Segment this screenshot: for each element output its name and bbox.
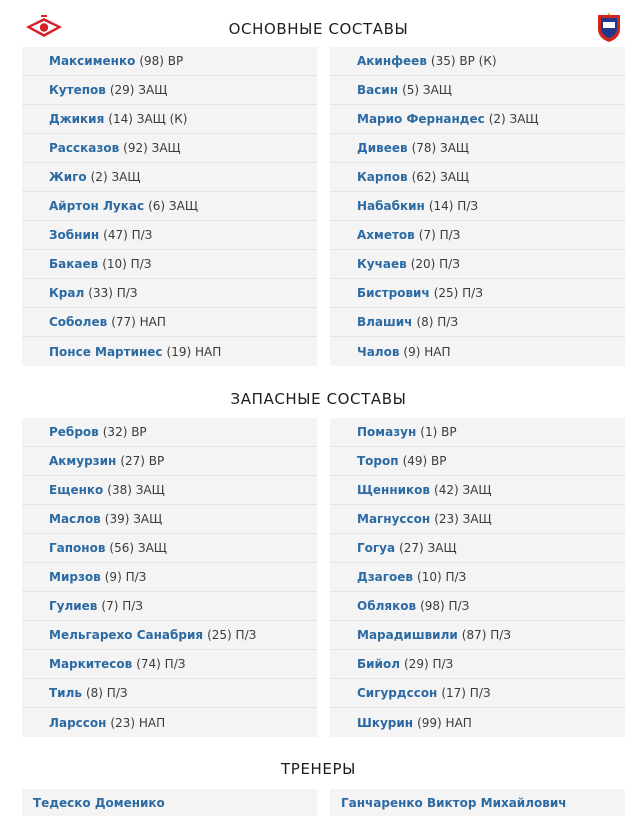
player-row[interactable] <box>330 534 625 563</box>
away-subs-lineup <box>330 418 625 737</box>
player-info: (6) ЗАЩ <box>148 199 198 213</box>
player-name[interactable]: Понсе Мартинес <box>49 344 163 359</box>
player-name[interactable]: Ребров <box>49 425 99 439</box>
player-row[interactable] <box>22 534 317 563</box>
player-row[interactable] <box>330 447 625 476</box>
player-info: (39) ЗАЩ <box>104 512 163 526</box>
player-row[interactable] <box>330 476 625 505</box>
player-info: (20) П/З <box>410 257 460 271</box>
coaches-title: ТРЕНЕРЫ <box>281 760 356 778</box>
home-coach[interactable] <box>22 789 317 816</box>
player-name[interactable]: Маркитесов <box>49 657 133 671</box>
player-row[interactable] <box>22 47 317 76</box>
home-subs-lineup <box>22 418 317 737</box>
player-info: (8) П/З <box>85 686 128 700</box>
player-row[interactable] <box>330 563 625 592</box>
player-name[interactable]: Бийол <box>357 657 400 671</box>
player-name[interactable]: Бистрович <box>357 286 430 300</box>
player-name[interactable]: Гапонов <box>49 541 106 555</box>
player-row[interactable] <box>22 308 317 337</box>
player-name[interactable]: Ларссон <box>49 715 107 730</box>
player-row[interactable] <box>330 505 625 534</box>
home-main-lineup <box>22 47 317 366</box>
player-row[interactable] <box>330 192 625 221</box>
player-row[interactable] <box>22 337 317 366</box>
player-row[interactable] <box>22 418 317 447</box>
player-name[interactable]: Мельгарехо Санабрия <box>49 628 204 642</box>
player-info: (98) ВР <box>139 54 184 68</box>
player-name[interactable]: Акмурзин <box>49 454 117 468</box>
player-row[interactable] <box>330 134 625 163</box>
player-info: (9) НАП <box>403 344 451 359</box>
player-name[interactable]: Максименко <box>49 54 136 68</box>
player-name[interactable]: Гулиев <box>49 599 98 613</box>
player-info: (2) ЗАЩ <box>90 170 141 184</box>
player-row[interactable] <box>22 650 317 679</box>
player-name[interactable]: Жиго <box>49 170 87 184</box>
player-row[interactable] <box>330 708 625 737</box>
player-row[interactable] <box>22 221 317 250</box>
player-row[interactable] <box>22 505 317 534</box>
player-row[interactable] <box>22 76 317 105</box>
player-name[interactable]: Крал <box>49 286 85 300</box>
player-row[interactable] <box>330 250 625 279</box>
player-name[interactable]: Марио Фернандес <box>357 112 485 126</box>
player-name[interactable]: Дивеев <box>357 141 408 155</box>
player-name[interactable]: Обляков <box>357 599 417 613</box>
player-name[interactable]: Щенников <box>357 483 431 497</box>
player-name[interactable]: Соболев <box>49 315 108 329</box>
player-row[interactable] <box>22 563 317 592</box>
player-info: (38) ЗАЩ <box>107 483 165 497</box>
player-name[interactable]: Помазун <box>357 425 417 439</box>
player-name[interactable]: Ещенко <box>49 483 104 497</box>
player-info: (5) ЗАЩ <box>402 83 452 97</box>
player-row[interactable] <box>330 418 625 447</box>
player-name[interactable]: Ахметов <box>357 228 415 242</box>
player-info: (49) ВР <box>402 454 447 468</box>
player-name[interactable]: Тороп <box>357 454 399 468</box>
player-name[interactable]: Джикия <box>49 112 105 126</box>
player-info: (10) П/З <box>417 570 467 584</box>
player-info: (47) П/З <box>103 228 153 242</box>
player-row[interactable] <box>22 279 317 308</box>
player-name[interactable]: Влашич <box>357 315 413 329</box>
player-row[interactable] <box>22 447 317 476</box>
player-info: (25) П/З <box>207 628 257 642</box>
player-name[interactable]: Акинфеев <box>357 54 427 68</box>
player-info: (32) ВР <box>102 425 147 439</box>
player-info: (42) ЗАЩ <box>434 483 492 497</box>
player-name[interactable]: Маслов <box>49 512 101 526</box>
player-info: (98) П/З <box>420 599 470 613</box>
player-info: (27) ВР <box>120 454 165 468</box>
player-name[interactable]: Чалов <box>357 344 400 359</box>
player-info: (35) ВР (К) <box>430 54 497 68</box>
player-name[interactable]: Рассказов <box>49 141 120 155</box>
player-name[interactable]: Карпов <box>357 170 408 184</box>
player-name[interactable]: Васин <box>357 83 399 97</box>
player-name[interactable]: Дзагоев <box>357 570 414 584</box>
player-info: (23) НАП <box>110 715 166 730</box>
player-info: (92) ЗАЩ <box>123 141 181 155</box>
player-info: (29) ЗАЩ <box>109 83 168 97</box>
player-name[interactable]: Гогуа <box>357 541 396 555</box>
player-row[interactable] <box>22 621 317 650</box>
player-name[interactable]: Марадишвили <box>357 628 458 642</box>
player-row[interactable] <box>22 163 317 192</box>
player-name[interactable]: Тиль <box>49 686 82 700</box>
player-name[interactable]: Бакаев <box>49 257 99 271</box>
player-row[interactable] <box>22 250 317 279</box>
player-info: (87) П/З <box>461 628 511 642</box>
player-info: (74) П/З <box>136 657 186 671</box>
player-info: (10) П/З <box>102 257 152 271</box>
player-info: (2) ЗАЩ <box>488 112 539 126</box>
coach-name[interactable]: Тедеско Доменико <box>33 795 165 810</box>
player-name[interactable]: Зобнин <box>49 228 100 242</box>
player-info: (17) П/З <box>441 686 491 700</box>
player-info: (33) П/З <box>88 286 138 300</box>
player-info: (99) НАП <box>417 715 472 730</box>
player-info: (25) П/З <box>433 286 483 300</box>
player-name[interactable]: Мирзов <box>49 570 101 584</box>
player-info: (7) П/З <box>101 599 143 613</box>
player-row[interactable] <box>22 679 317 708</box>
cska-logo-icon <box>596 11 622 43</box>
player-info: (29) П/З <box>404 657 454 671</box>
player-name[interactable]: Набабкин <box>357 199 425 213</box>
player-info: (56) ЗАЩ <box>109 541 167 555</box>
player-row[interactable] <box>22 192 317 221</box>
player-row[interactable] <box>330 47 625 76</box>
player-row[interactable] <box>330 163 625 192</box>
player-name[interactable]: Магнуссон <box>357 512 431 526</box>
player-info: (19) НАП <box>166 344 222 359</box>
player-row[interactable] <box>330 679 625 708</box>
player-row[interactable] <box>330 337 625 366</box>
player-row[interactable] <box>22 134 317 163</box>
player-info: (62) ЗАЩ <box>411 170 470 184</box>
coach-name[interactable]: Ганчаренко Виктор Михайлович <box>341 795 567 810</box>
player-row[interactable] <box>330 650 625 679</box>
player-name[interactable]: Сигурдссон <box>357 686 438 700</box>
subs-lineups-title: ЗАПАСНЫЕ СОСТАВЫ <box>230 390 407 408</box>
player-info: (14) ЗАЩ (К) <box>108 112 188 126</box>
player-info: (27) ЗАЩ <box>399 541 457 555</box>
away-main-lineup <box>330 47 625 366</box>
player-info: (23) ЗАЩ <box>434 512 492 526</box>
player-info: (1) ВР <box>420 425 457 439</box>
player-name[interactable]: Кутепов <box>49 83 106 97</box>
player-name[interactable]: Кучаев <box>357 257 407 271</box>
player-row[interactable] <box>330 279 625 308</box>
player-row[interactable] <box>330 105 625 134</box>
player-row[interactable] <box>330 621 625 650</box>
player-name[interactable]: Шкурин <box>357 715 414 730</box>
player-info: (77) НАП <box>111 315 166 329</box>
player-info: (7) П/З <box>418 228 461 242</box>
player-name[interactable]: Айртон Лукас <box>49 199 145 213</box>
player-row[interactable] <box>330 308 625 337</box>
player-row[interactable] <box>22 592 317 621</box>
player-row[interactable] <box>330 221 625 250</box>
player-info: (8) П/З <box>416 315 459 329</box>
main-lineups-title: ОСНОВНЫЕ СОСТАВЫ <box>228 20 409 38</box>
player-row[interactable] <box>22 105 317 134</box>
player-info: (14) П/З <box>428 199 479 213</box>
away-coach[interactable] <box>330 789 625 816</box>
player-row[interactable] <box>22 476 317 505</box>
player-row[interactable] <box>330 76 625 105</box>
player-row[interactable] <box>22 708 317 737</box>
player-info: (78) ЗАЩ <box>411 141 470 155</box>
player-row[interactable] <box>330 592 625 621</box>
player-info: (9) П/З <box>104 570 147 584</box>
